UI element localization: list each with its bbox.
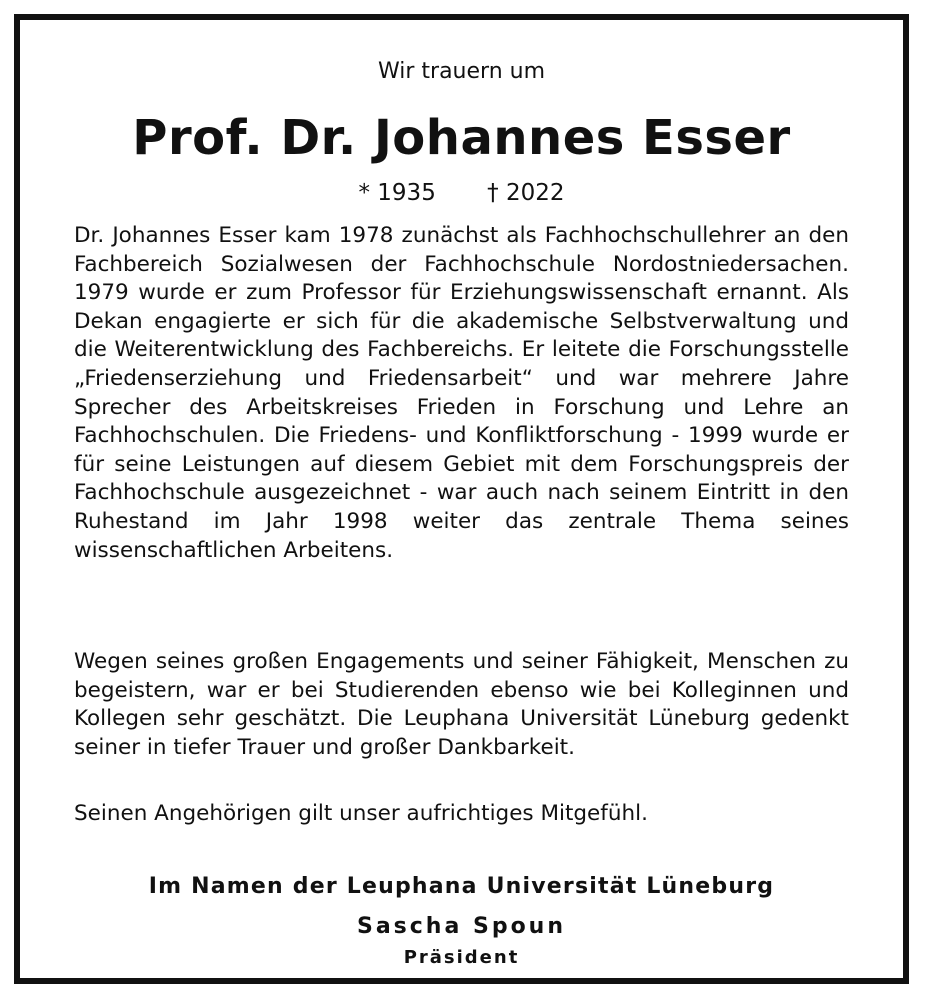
- life-dates: [74, 178, 849, 208]
- biography-paragraph: Dr. Johannes Esser kam 1978 zunächst als Fachhochschullehrer an den Fachbereich Sozialwesen der Fachhochschule Nordostniedersachen. 1979 wurde er zum Professor für Erziehungswissenschaft ernannt. Als Dekan engagierte er sich für die akademische Selbstverwaltung und die Weiterentwicklung des Fachbereichs. Er leitete die Forschungsstelle „Friedenserziehung und Friedensarbeit“ und war mehrere Jahre Sprecher des Arbeitskreises Frieden in Forschung und Lehre an Fachhochschulen. Die Friedens- und Konfliktforschung - 1999 wurde er für seine Leistungen auf diesem Gebiet mit dem Forschungspreis der Fachhochschule ausgezeichnet - war auch nach seinem Eintritt in den Ruhestand im Jahr 1998 weiter das zentrale Thema seines wissenschaftlichen Arbeitens.: [74, 223, 849, 563]
- birth-year: * 1935: [358, 180, 436, 206]
- intro-line: Wir trauern um: [377, 59, 546, 84]
- obituary-frame: [14, 14, 909, 984]
- signatory-title: Präsident: [403, 947, 520, 968]
- signatory-name: Sascha Spoun: [356, 914, 567, 939]
- condolence-paragraph: Seinen Angehörigen gilt unser aufrichtiges Mitgefühl.: [74, 801, 648, 826]
- death-year: † 2022: [487, 180, 565, 206]
- deceased-name: Prof. Dr. Johannes Esser: [132, 110, 791, 166]
- tribute-paragraph: Wegen seines großen Engagements und seiner Fähigkeit, Menschen zu begeistern, war er bei Studierenden ebenso wie bei Kolleginnen und Kollegen sehr geschätzt. Die Leuphana Universität Lüneburg gedenkt seiner in tiefer Trauer und großer Dankbarkeit.: [74, 649, 849, 760]
- signature-line: Im Namen der Leuphana Universität Lüneburg: [148, 874, 775, 899]
- obituary-content: [74, 20, 849, 978]
